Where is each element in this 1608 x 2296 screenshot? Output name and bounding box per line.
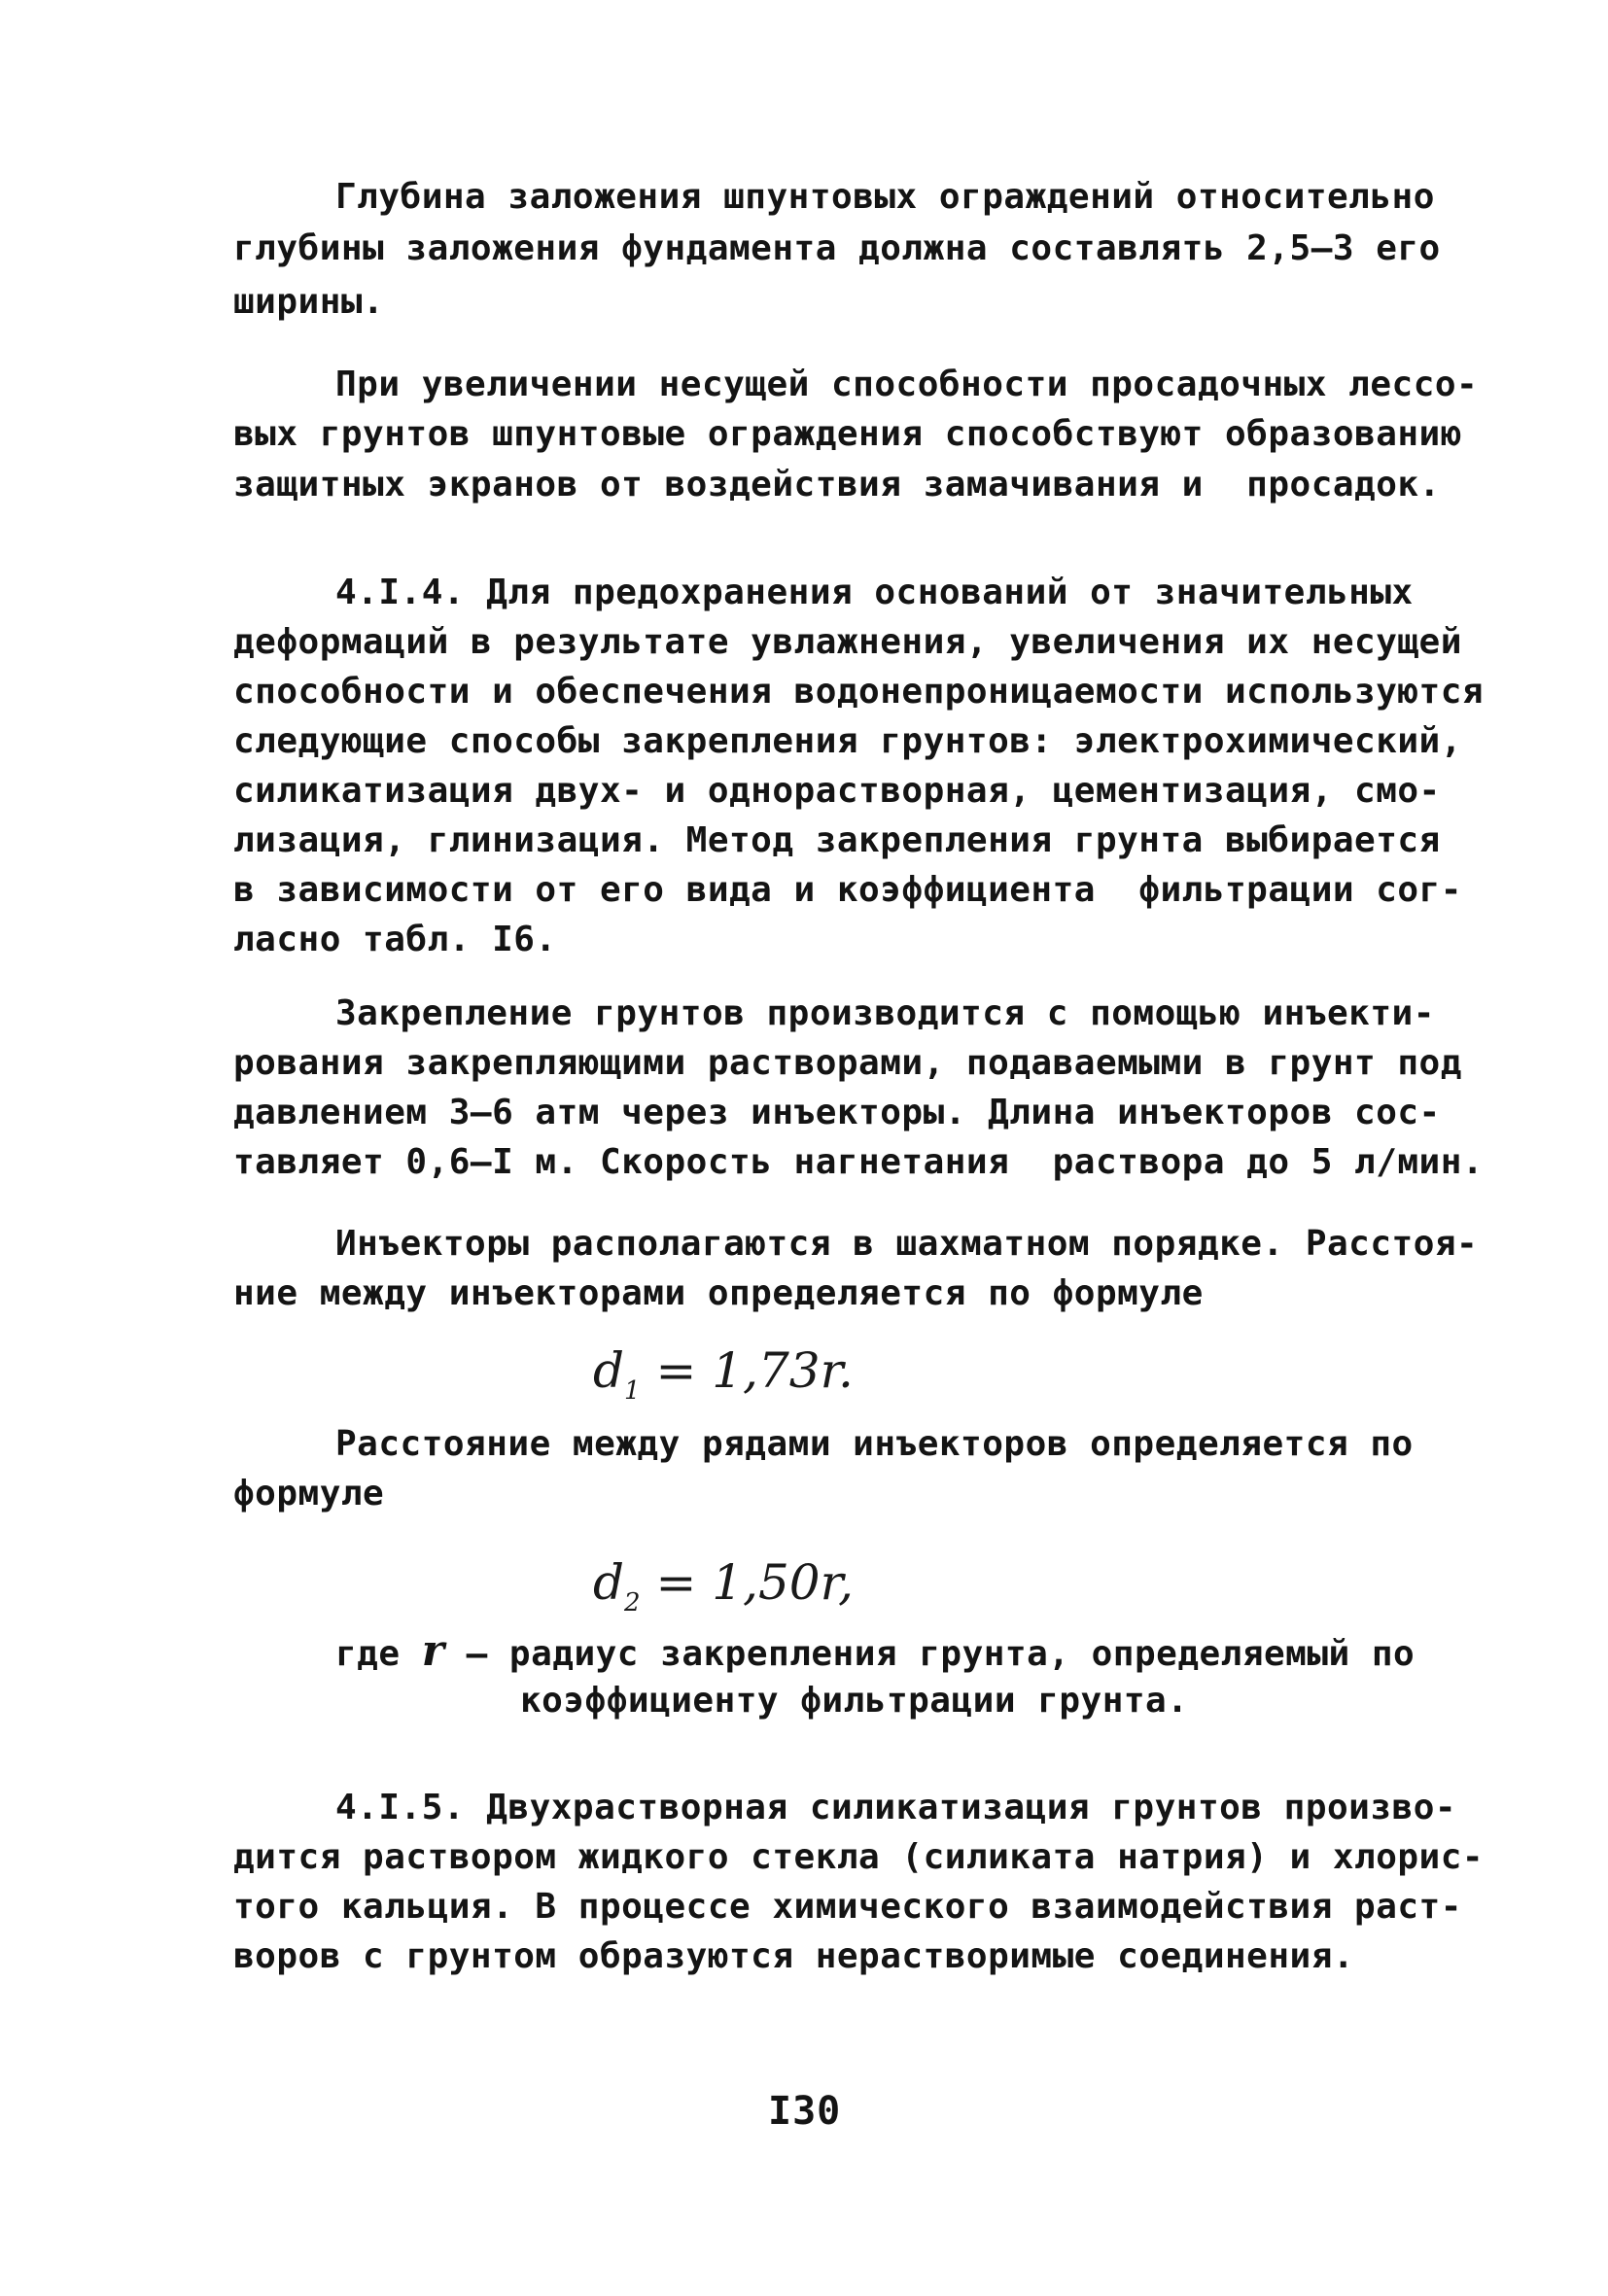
p4-line-2: рования закрепляющими растворами, подаваемыми в грунт под [233, 1043, 1462, 1083]
formula-d1-rhs: = 1,73r. [640, 1342, 854, 1399]
where-line-1 [335, 1626, 1416, 1676]
p1-line-3: ширины. [233, 282, 385, 322]
formula-d2-var: d [593, 1554, 625, 1611]
p1-line-1: Глубина заложения шпунтовых ограждений относительно [335, 177, 1435, 217]
p3-line-2: деформаций в результате увлажнения, увеличения их несущей [233, 622, 1462, 662]
formula-d2-rhs: = 1,50r, [640, 1554, 854, 1611]
p6-line-1: Расстояние между рядами инъекторов определяется по [335, 1424, 1414, 1464]
p2-line-2: вых грунтов шпунтовые ограждения способствуют образованию [233, 414, 1462, 454]
p4-line-4: тавляет 0,6–I м. Скорость нагнетания раствора до 5 л/мин. [233, 1142, 1485, 1182]
p7-line-3: того кальция. В процессе химического взаимодействия раст- [233, 1887, 1462, 1927]
p3-line-4: следующие способы закрепления грунтов: электрохимический, [233, 721, 1462, 761]
p3-line-8: ласно табл. I6. [233, 920, 557, 959]
p3-line-7: в зависимости от его вида и коэффициента фильтрации сог- [233, 870, 1462, 910]
formula-d1-sub: 1 [624, 1376, 641, 1406]
where-definition: – радиус закрепления грунта, определяемый по [444, 1634, 1416, 1674]
p3-line-3: способности и обеспечения водонепроницаемости используются [233, 672, 1485, 712]
formula-d1 [593, 1343, 854, 1418]
p1-line-2: глубины заложения фундамента должна составлять 2,5–3 его [233, 228, 1441, 268]
p4-line-3: давлением 3–6 атм через инъекторы. Длина инъекторов сос- [233, 1093, 1441, 1132]
p2-line-3: защитных экранов от воздействия замачивания и просадок. [233, 465, 1441, 504]
p6-line-2: формуле [233, 1474, 385, 1513]
where-line-2: коэффициенту фильтрации грунта. [520, 1681, 1189, 1721]
p7-line-2: дится раствором жидкого стекла (силиката натрия) и хлорис- [233, 1837, 1485, 1877]
formula-d2 [593, 1555, 854, 1630]
p3-line-6: лизация, глинизация. Метод закрепления грунта выбирается [233, 820, 1441, 860]
p3-line-5: силикатизация двух- и однорастворная, цементизация, смо- [233, 771, 1441, 811]
p2-line-1: При увеличении несущей способности просадочных лессо- [335, 365, 1479, 404]
p5-line-2: ние между инъекторами определяется по формуле [233, 1273, 1204, 1313]
where-symbol-r: r [421, 1626, 445, 1676]
where-word: где [335, 1634, 401, 1674]
p7-line-1: 4.I.5. Двухрастворная силикатизация грунтов произво- [335, 1788, 1457, 1827]
p5-line-1: Инъекторы располагаются в шахматном порядке. Расстоя- [335, 1224, 1479, 1264]
p7-line-4: воров с грунтом образуются нерастворимые соединения. [233, 1936, 1355, 1976]
p3-line-1: 4.I.4. Для предохранения оснований от значительных [335, 573, 1414, 612]
formula-d2-sub: 2 [624, 1588, 641, 1618]
p4-line-1: Закрепление грунтов производится с помощью инъекти- [335, 993, 1435, 1033]
formula-d1-var: d [593, 1342, 625, 1399]
page-number: I30 [768, 2089, 842, 2134]
